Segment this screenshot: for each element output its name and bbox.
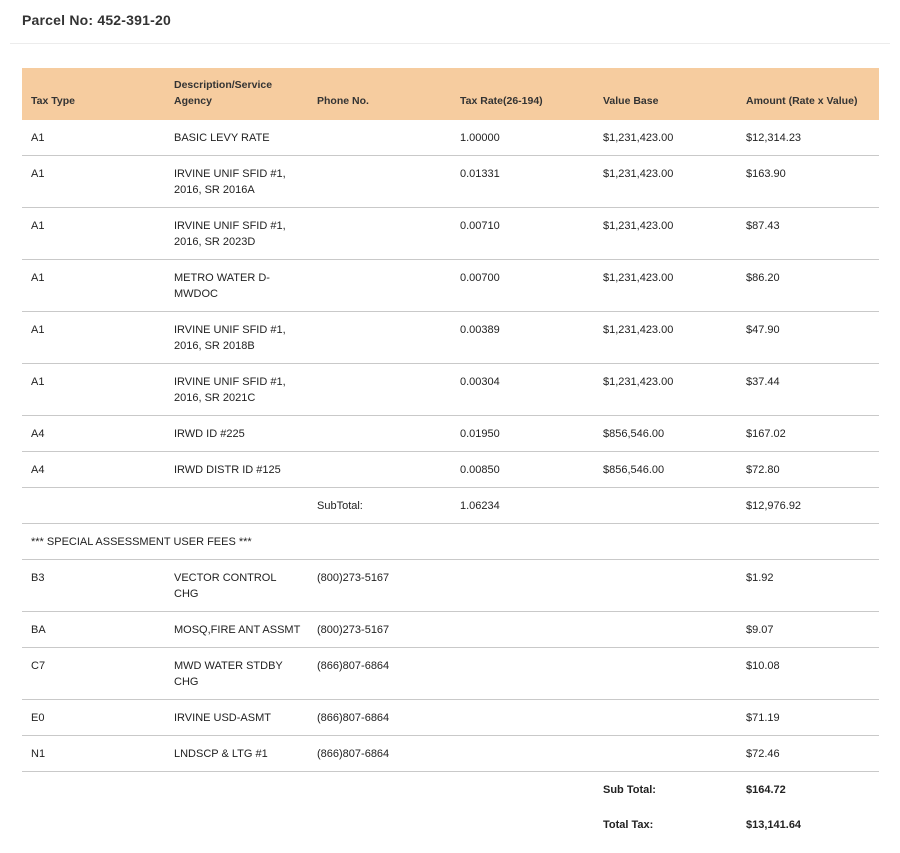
phone-cell xyxy=(308,120,451,156)
fee-row xyxy=(22,648,879,700)
value-base-cell: $1,231,423.00 xyxy=(594,364,737,416)
rate-cell: 0.01331 xyxy=(451,156,594,208)
phone-cell: (800)273-5167 xyxy=(308,560,451,612)
description-cell: MWD WATER STDBY CHG xyxy=(165,648,308,700)
amount-cell: $163.90 xyxy=(737,156,879,208)
tax-type-cell: A1 xyxy=(22,156,165,208)
tax-type-cell: A4 xyxy=(22,416,165,452)
tax-type-cell: BA xyxy=(22,612,165,648)
fees-subtotal-label: Sub Total: xyxy=(603,784,656,796)
table-header-row xyxy=(22,68,879,120)
page-header xyxy=(10,0,890,44)
subtotal-row xyxy=(22,488,879,524)
subtotal-amount: $12,976.92 xyxy=(737,488,879,524)
total-tax-label: Total Tax: xyxy=(603,819,654,831)
tax-type-cell: E0 xyxy=(22,700,165,736)
col-header-phone: Phone No. xyxy=(317,95,369,107)
amount-cell: $167.02 xyxy=(737,416,879,452)
amount-cell: $37.44 xyxy=(737,364,879,416)
phone-cell: (866)807-6864 xyxy=(308,736,451,772)
phone-cell: (800)273-5167 xyxy=(308,612,451,648)
phone-cell: (866)807-6864 xyxy=(308,648,451,700)
amount-cell: $1.92 xyxy=(737,560,879,612)
table-row xyxy=(22,416,879,452)
table-row xyxy=(22,364,879,416)
phone-cell xyxy=(308,156,451,208)
description-cell: MOSQ,FIRE ANT ASSMT xyxy=(165,612,308,648)
fee-row xyxy=(22,700,879,736)
description-cell: VECTOR CONTROL CHG xyxy=(165,560,308,612)
rate-cell: 1.00000 xyxy=(451,120,594,156)
description-cell: IRVINE USD-ASMT xyxy=(165,700,308,736)
amount-cell: $71.19 xyxy=(737,700,879,736)
description-cell: IRVINE UNIF SFID #1, 2016, SR 2021C xyxy=(165,364,308,416)
table-row xyxy=(22,156,879,208)
fee-row xyxy=(22,612,879,648)
value-base-cell: $1,231,423.00 xyxy=(594,156,737,208)
amount-cell: $12,314.23 xyxy=(737,120,879,156)
col-header-amount: Amount (Rate x Value) xyxy=(746,95,858,107)
tax-type-cell: C7 xyxy=(22,648,165,700)
phone-cell xyxy=(308,208,451,260)
rate-cell: 0.01950 xyxy=(451,416,594,452)
col-header-description: Description/Service Agency xyxy=(174,79,273,107)
tax-type-cell: A1 xyxy=(22,260,165,312)
amount-cell: $72.46 xyxy=(737,736,879,772)
fees-subtotal-row xyxy=(22,772,879,808)
col-header-value-base: Value Base xyxy=(603,95,659,107)
special-assessment-label: *** SPECIAL ASSESSMENT USER FEES *** xyxy=(22,524,879,560)
description-cell: IRWD DISTR ID #125 xyxy=(165,452,308,488)
value-base-cell: $856,546.00 xyxy=(594,416,737,452)
table-row xyxy=(22,120,879,156)
special-assessment-row xyxy=(22,524,879,560)
tax-type-cell: B3 xyxy=(22,560,165,612)
subtotal-rate: 1.06234 xyxy=(451,488,594,524)
description-cell: BASIC LEVY RATE xyxy=(165,120,308,156)
table-row xyxy=(22,208,879,260)
description-cell: IRVINE UNIF SFID #1, 2016, SR 2016A xyxy=(165,156,308,208)
fee-row xyxy=(22,736,879,772)
total-tax-row xyxy=(22,807,879,842)
description-cell: LNDSCP & LTG #1 xyxy=(165,736,308,772)
phone-cell xyxy=(308,364,451,416)
fee-row xyxy=(22,560,879,612)
value-base-cell: $1,231,423.00 xyxy=(594,208,737,260)
description-cell: IRWD ID #225 xyxy=(165,416,308,452)
rate-cell: 0.00700 xyxy=(451,260,594,312)
value-base-cell: $1,231,423.00 xyxy=(594,120,737,156)
tax-table-container xyxy=(22,68,879,842)
amount-cell: $72.80 xyxy=(737,452,879,488)
tax-type-cell: A4 xyxy=(22,452,165,488)
phone-cell xyxy=(308,452,451,488)
value-base-cell: $1,231,423.00 xyxy=(594,260,737,312)
phone-cell: (866)807-6864 xyxy=(308,700,451,736)
amount-cell: $47.90 xyxy=(737,312,879,364)
amount-cell: $86.20 xyxy=(737,260,879,312)
amount-cell: $9.07 xyxy=(737,612,879,648)
col-header-tax-rate: Tax Rate(26-194) xyxy=(460,95,543,107)
rate-cell: 0.00389 xyxy=(451,312,594,364)
description-cell: METRO WATER D-MWDOC xyxy=(165,260,308,312)
tax-table xyxy=(22,68,879,842)
tax-type-cell: A1 xyxy=(22,364,165,416)
table-row xyxy=(22,312,879,364)
rate-cell: 0.00710 xyxy=(451,208,594,260)
fees-subtotal-amount: $164.72 xyxy=(746,784,786,796)
value-base-cell: $1,231,423.00 xyxy=(594,312,737,364)
phone-cell xyxy=(308,260,451,312)
parcel-number: Parcel No: 452-391-20 xyxy=(22,12,171,28)
tax-type-cell: A1 xyxy=(22,312,165,364)
description-cell: IRVINE UNIF SFID #1, 2016, SR 2023D xyxy=(165,208,308,260)
phone-cell xyxy=(308,416,451,452)
value-base-cell: $856,546.00 xyxy=(594,452,737,488)
tax-type-cell: A1 xyxy=(22,208,165,260)
subtotal-label: SubTotal: xyxy=(308,488,451,524)
table-row xyxy=(22,260,879,312)
phone-cell xyxy=(308,312,451,364)
table-row xyxy=(22,452,879,488)
total-tax-amount: $13,141.64 xyxy=(746,819,802,831)
tax-type-cell: N1 xyxy=(22,736,165,772)
rate-cell: 0.00850 xyxy=(451,452,594,488)
tax-type-cell: A1 xyxy=(22,120,165,156)
amount-cell: $87.43 xyxy=(737,208,879,260)
amount-cell: $10.08 xyxy=(737,648,879,700)
rate-cell: 0.00304 xyxy=(451,364,594,416)
col-header-tax-type: Tax Type xyxy=(31,95,75,107)
description-cell: IRVINE UNIF SFID #1, 2016, SR 2018B xyxy=(165,312,308,364)
